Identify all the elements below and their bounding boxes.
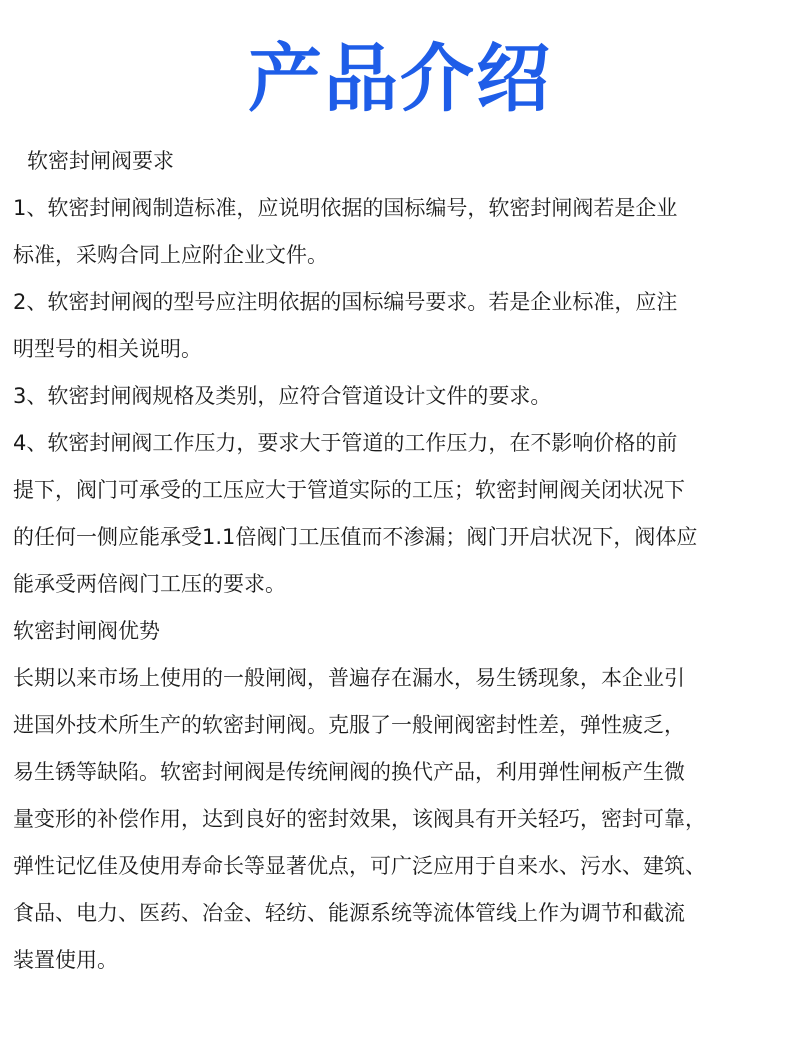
paragraph-line: 量变形的补偿作用，达到良好的密封效果，该阀具有开关轻巧，密封可靠，	[13, 807, 706, 831]
paragraph-line: 食品、电力、医药、冶金、轻纺、能源系统等流体管线上作为调节和截流	[13, 901, 685, 925]
paragraph-line: 易生锈等缺陷。软密封闸阀是传统闸阀的换代产品，利用弹性闸板产生微	[13, 760, 685, 784]
paragraph-line: 长期以来市场上使用的一般闸阀，普遍存在漏水，易生锈现象，本企业引	[13, 666, 685, 690]
section-heading-requirements: 软密封闸阀要求	[27, 149, 174, 173]
paragraph-line: 装置使用。	[13, 948, 118, 972]
paragraph-line: 进国外技术所生产的软密封闸阀。克服了一般闸阀密封性差，弹性疲乏，	[13, 713, 685, 737]
paragraph-line: 明型号的相关说明。	[13, 337, 202, 361]
paragraph-line: 2、软密封闸阀的型号应注明依据的国标编号要求。若是企业标准，应注	[13, 290, 678, 314]
page-title: 产品介绍	[248, 36, 552, 122]
paragraph-line: 能承受两倍阀门工压的要求。	[13, 572, 286, 596]
paragraph-line: 4、软密封闸阀工作压力，要求大于管道的工作压力，在不影响价格的前	[13, 431, 678, 455]
paragraph-line: 弹性记忆佳及使用寿命长等显著优点，可广泛应用于自来水、污水、建筑、	[13, 854, 706, 878]
paragraph-line: 标准，采购合同上应附企业文件。	[13, 243, 328, 267]
paragraph-line: 1、软密封闸阀制造标准，应说明依据的国标编号，软密封闸阀若是企业	[13, 196, 678, 220]
paragraph-line: 的任何一侧应能承受1.1倍阀门工压值而不渗漏；阀门开启状况下，阀体应	[13, 525, 698, 549]
paragraph-line: 提下，阀门可承受的工压应大于管道实际的工压；软密封闸阀关闭状况下	[13, 478, 685, 502]
document-body	[13, 138, 795, 984]
paragraph-line: 3、软密封闸阀规格及类别，应符合管道设计文件的要求。	[13, 384, 552, 408]
section-heading-advantages: 软密封闸阀优势	[13, 619, 160, 643]
